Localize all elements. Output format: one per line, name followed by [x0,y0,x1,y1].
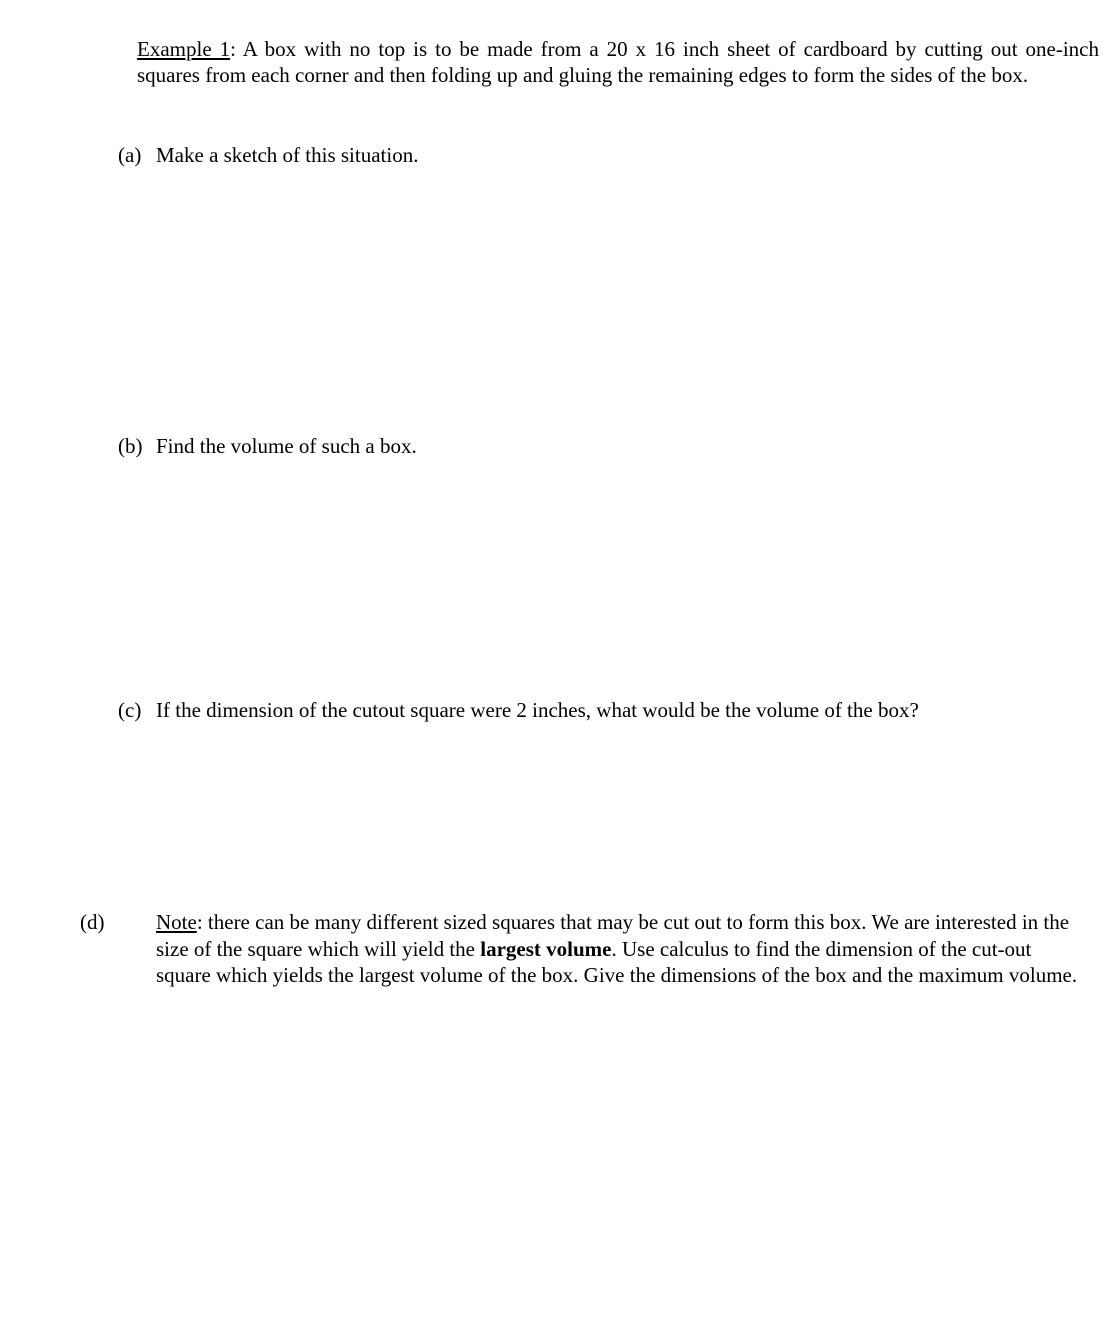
part-c-text: If the dimension of the cutout square were 2 inches, what would be the volume of the box? [156,698,919,722]
part-d-text-2: . Use calculus to find the dimension of the cut-out square which yields the largest volume of the box. Give the dimensions of the box and the maximum volume. [156,936,1078,987]
part-d-note-word: Note [156,910,197,934]
example-title: Example 1 [137,37,231,61]
example-text: A box with no top is to be made from a 20 x 16 inch sheet of cardboard by cutting out one-inch squares from each corner and then folding up and gluing the remaining edges to form the sides of the box. [137,37,1100,87]
part-c [118,697,919,724]
example-statement [137,36,1099,88]
part-b-text: Find the volume of such a box. [156,434,417,458]
part-c-label: (c) [118,698,142,722]
part-a-text: Make a sketch of this situation. [156,143,419,167]
part-b [118,433,417,460]
part-a [118,142,418,169]
example-colon: : [230,37,236,61]
part-d-text-1: : there can be many different sized squares that may be cut out to form this box. We are interested in the size of the square which will yield the [156,910,1070,961]
part-d [80,909,1078,989]
part-d-label: (d) [80,910,105,934]
part-d-body [80,909,1078,989]
part-b-label: (b) [118,434,143,458]
part-d-bold-phrase: largest volume [480,936,612,961]
part-a-label: (a) [118,143,142,167]
